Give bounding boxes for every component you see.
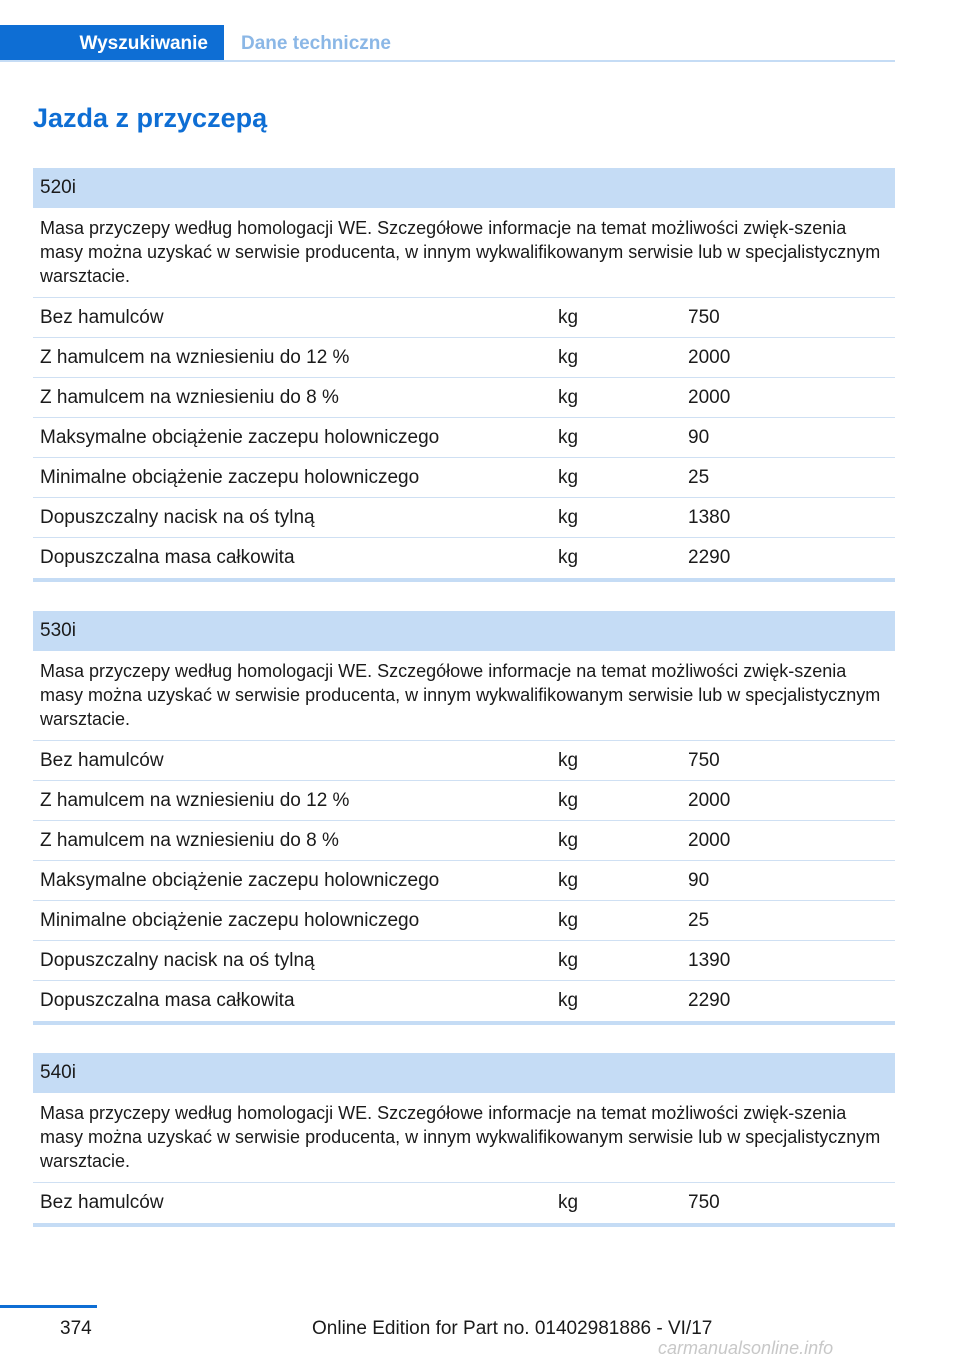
row-label: Minimalne obciążenie zaczepu holowniczego — [40, 910, 420, 931]
row-value: 90 — [688, 870, 710, 891]
row-unit: kg — [558, 347, 579, 368]
row-label: Bez hamulców — [40, 750, 164, 771]
section-header: 540i — [33, 1053, 895, 1093]
row-unit: kg — [558, 427, 579, 448]
section-description: Masa przyczepy według homologacji WE. Szczegółowe informacje na temat możliwości zwięk‐szenia masy można uzyskać w serwisie producenta, w innym wykwalifikowanym serwisie lub w specjalistycznym warsztacie. — [33, 208, 895, 298]
table-row — [33, 338, 895, 378]
spec-table-520i — [33, 168, 895, 582]
table-row — [33, 741, 895, 781]
row-unit: kg — [558, 750, 579, 771]
row-value: 2000 — [688, 830, 731, 851]
row-value: 2000 — [688, 347, 731, 368]
table-row — [33, 861, 895, 901]
tab-wyszukiwanie[interactable]: Wyszukiwanie — [0, 25, 224, 62]
row-value: 25 — [688, 910, 710, 931]
page-number: 374 — [60, 1318, 92, 1339]
row-unit: kg — [558, 790, 579, 811]
row-value: 750 — [688, 1192, 720, 1213]
table-row — [33, 498, 895, 538]
edition-text: Online Edition for Part no. 01402981886 - VI/17 — [312, 1318, 713, 1339]
table-row — [33, 941, 895, 981]
row-unit: kg — [558, 950, 579, 971]
page-title: Jazda z przyczepą — [33, 103, 268, 133]
row-unit: kg — [558, 547, 579, 568]
section-header: 530i — [33, 611, 895, 651]
row-label: Dopuszczalna masa całkowita — [40, 990, 295, 1011]
spec-table-530i — [33, 611, 895, 1025]
section-description: Masa przyczepy według homologacji WE. Szczegółowe informacje na temat możliwości zwięk‐szenia masy można uzyskać w serwisie producenta, w innym wykwalifikowanym serwisie lub w specjalistycznym warsztacie. — [33, 651, 895, 741]
row-value: 1380 — [688, 507, 731, 528]
table-row — [33, 781, 895, 821]
row-unit: kg — [558, 1192, 579, 1213]
table-end-rule — [33, 1021, 895, 1025]
table-row — [33, 901, 895, 941]
table-row — [33, 538, 895, 578]
footer-accent-line — [0, 1305, 97, 1308]
row-unit: kg — [558, 870, 579, 891]
row-value: 1390 — [688, 950, 731, 971]
table-row — [33, 458, 895, 498]
row-unit: kg — [558, 467, 579, 488]
row-label: Dopuszczalna masa całkowita — [40, 547, 295, 568]
row-label: Z hamulcem na wzniesieniu do 8 % — [40, 387, 339, 408]
row-value: 90 — [688, 427, 710, 448]
row-unit: kg — [558, 830, 579, 851]
row-value: 2000 — [688, 790, 731, 811]
row-value: 2000 — [688, 387, 731, 408]
section-description: Masa przyczepy według homologacji WE. Szczegółowe informacje na temat możliwości zwięk‐szenia masy można uzyskać w serwisie producenta, w innym wykwalifikowanym serwisie lub w specjalistycznym warsztacie. — [33, 1093, 895, 1183]
table-row — [33, 1183, 895, 1223]
row-label: Bez hamulców — [40, 1192, 164, 1213]
row-label: Bez hamulców — [40, 307, 164, 328]
row-unit: kg — [558, 307, 579, 328]
watermark: carmanualsonline.info — [658, 1338, 834, 1358]
tab-dane-techniczne[interactable]: Dane techniczne — [241, 33, 391, 54]
table-end-rule — [33, 578, 895, 582]
row-value: 2290 — [688, 990, 731, 1011]
table-end-rule — [33, 1223, 895, 1227]
table-row — [33, 378, 895, 418]
row-value: 2290 — [688, 547, 731, 568]
row-label: Z hamulcem na wzniesieniu do 8 % — [40, 830, 339, 851]
section-header: 520i — [33, 168, 895, 208]
page-header — [0, 25, 895, 62]
row-label: Z hamulcem na wzniesieniu do 12 % — [40, 790, 350, 811]
table-row — [33, 418, 895, 458]
spec-table-540i — [33, 1053, 895, 1227]
row-unit: kg — [558, 990, 579, 1011]
row-unit: kg — [558, 387, 579, 408]
row-label: Minimalne obciążenie zaczepu holowniczego — [40, 467, 420, 488]
table-row — [33, 981, 895, 1021]
row-unit: kg — [558, 910, 579, 931]
row-label: Z hamulcem na wzniesieniu do 12 % — [40, 347, 350, 368]
row-value: 750 — [688, 307, 720, 328]
row-label: Dopuszczalny nacisk na oś tylną — [40, 507, 315, 528]
row-unit: kg — [558, 507, 579, 528]
row-value: 750 — [688, 750, 720, 771]
row-value: 25 — [688, 467, 710, 488]
table-row — [33, 821, 895, 861]
row-label: Maksymalne obciążenie zaczepu holowniczego — [40, 870, 440, 891]
header-divider — [0, 60, 895, 62]
table-row — [33, 298, 895, 338]
row-label: Maksymalne obciążenie zaczepu holowniczego — [40, 427, 440, 448]
row-label: Dopuszczalny nacisk na oś tylną — [40, 950, 315, 971]
